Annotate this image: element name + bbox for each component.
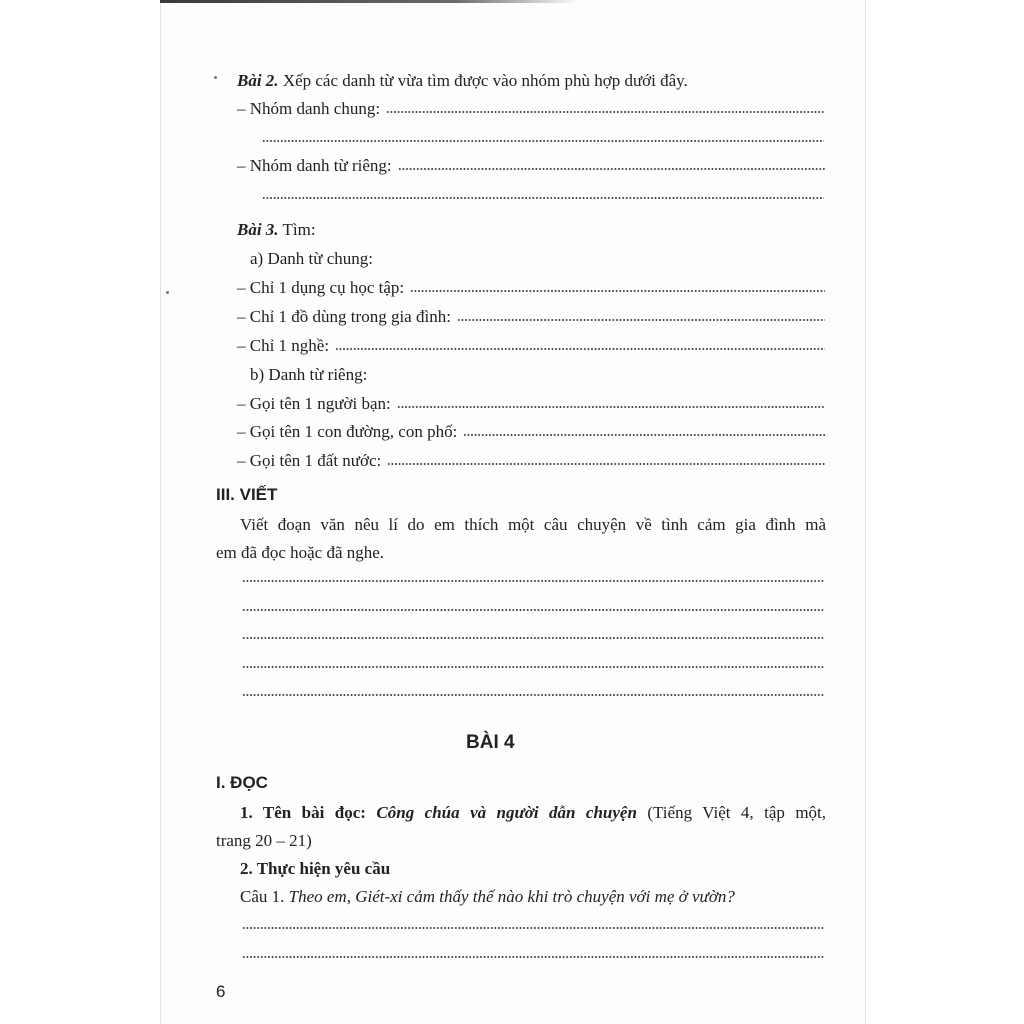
bai2-title: Bài 2. [237, 71, 279, 90]
bai2-prompt [237, 70, 688, 92]
print-speck [166, 291, 169, 294]
bai3-text: Tìm: [282, 220, 316, 239]
item-label: – Nhóm danh chung: [237, 99, 381, 118]
question-text: Theo em, Giét-xi cảm thấy thế nào khi trò chuyện với mẹ ở vườn? [288, 887, 735, 906]
dotted-answer-line[interactable] [242, 637, 825, 639]
viet-instruction-line1: Viết đoạn văn nêu lí do em thích một câu chuyện về tình cảm gia đình mà [240, 515, 826, 534]
print-speck [214, 76, 217, 79]
section-heading-doc: I. ĐỌC [216, 773, 268, 792]
dotted-answer-line[interactable] [242, 956, 825, 958]
dotted-answer-line[interactable] [262, 140, 824, 142]
dotted-answer-line[interactable] [457, 319, 825, 321]
item-label: – Gọi tên 1 đất nước: [237, 451, 382, 470]
answer-row-nhom-rieng[interactable] [237, 155, 825, 177]
reading-pages: trang 20 – 21) [216, 831, 312, 850]
task-heading: 2. Thực hiện yêu cầu [240, 859, 391, 878]
answer-row[interactable] [237, 277, 825, 299]
viet-instruction-line2: em đã đọc hoặc đã nghe. [216, 543, 385, 562]
dotted-answer-line[interactable] [242, 927, 825, 929]
bai3-title: Bài 3. [237, 220, 279, 239]
dotted-answer-line[interactable] [410, 290, 825, 292]
item-label: – Nhóm danh từ riêng: [237, 156, 392, 175]
dotted-answer-line[interactable] [242, 609, 825, 611]
item-label: – Chỉ 1 đồ dùng trong gia đình: [237, 307, 451, 326]
dotted-answer-line[interactable] [398, 168, 825, 170]
answer-row[interactable] [237, 335, 825, 357]
dotted-answer-line[interactable] [387, 463, 825, 465]
answer-row[interactable] [237, 421, 825, 443]
dotted-answer-line[interactable] [397, 406, 825, 408]
answer-row[interactable] [237, 393, 825, 415]
item-label: – Chỉ 1 dụng cụ học tập: [237, 278, 405, 297]
answer-row[interactable] [237, 450, 825, 472]
question-label: Câu 1. [240, 887, 285, 906]
bai3-prompt [237, 219, 316, 241]
reading-title-line [240, 802, 826, 824]
dotted-answer-line[interactable] [262, 197, 824, 199]
reading-source: (Tiếng Việt 4, tập một, [647, 803, 827, 822]
dotted-answer-line[interactable] [335, 348, 825, 350]
item-label: – Gọi tên 1 người bạn: [237, 394, 391, 413]
dotted-answer-line[interactable] [242, 580, 825, 582]
reading-title: Công chúa và người dẫn chuyện [376, 803, 637, 822]
bai2-text: Xếp các danh từ vừa tìm được vào nhóm phù hợp dưới đây. [282, 71, 688, 90]
section-heading-viet: III. VIẾT [216, 485, 278, 504]
item-label: – Chỉ 1 nghề: [237, 336, 330, 355]
page-top-edge [160, 0, 580, 3]
answer-row[interactable] [237, 306, 825, 328]
answer-row-nhom-chung[interactable] [237, 98, 825, 120]
dotted-answer-line[interactable] [242, 666, 825, 668]
bai3-part-b: b) Danh từ riêng: [250, 365, 368, 384]
dotted-answer-line[interactable] [242, 694, 825, 696]
bai3-part-a: a) Danh từ chung: [250, 249, 373, 268]
reading-label: 1. Tên bài đọc: [240, 803, 366, 822]
item-label: – Gọi tên 1 con đường, con phố: [237, 422, 458, 441]
dotted-answer-line[interactable] [386, 111, 825, 113]
question-1 [240, 886, 735, 908]
lesson-title: BÀI 4 [466, 732, 515, 753]
page-number: 6 [216, 982, 226, 1001]
dotted-answer-line[interactable] [463, 434, 825, 436]
